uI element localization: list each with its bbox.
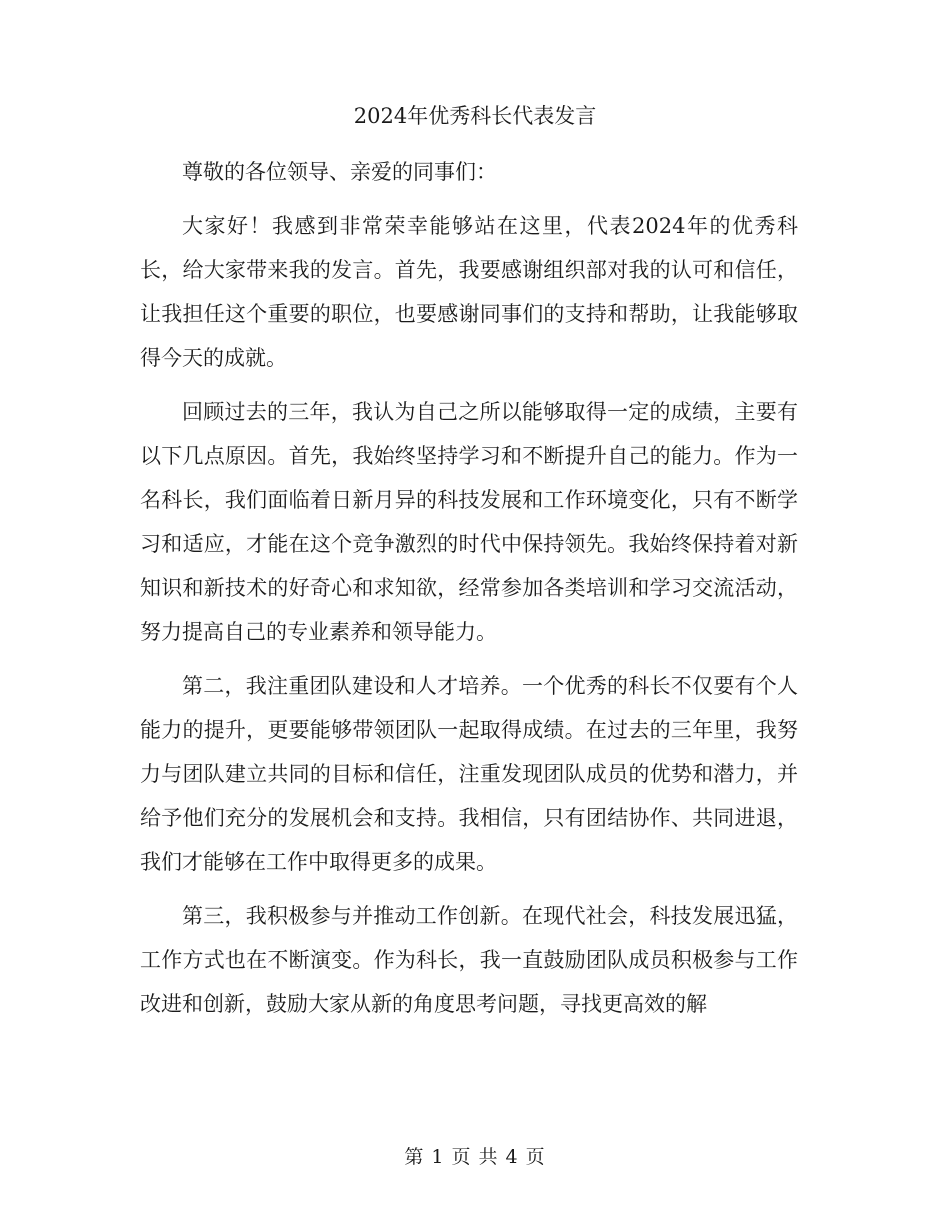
paragraph-greeting: 大家好！我感到非常荣幸能够站在这里，代表2024年的优秀科长，给大家带来我的发言。首先，我要感谢组织部对我的认可和信任，让我担任这个重要的职位，也要感谢同事们的支持和帮助，让我能够取得今天的成就。 bbox=[140, 214, 798, 370]
paragraph-second-point: 第二，我注重团队建设和人才培养。一个优秀的科长不仅要有个人能力的提升，更要能够带领团队一起取得成绩。在过去的三年里，我努力与团队建立共同的目标和信任，注重发现团队成员的优势和潜力，并给予他们充分的发展机会和支持。我相信，只有团结协作、共同进退，我们才能够在工作中取得更多的成果。 bbox=[140, 674, 798, 874]
paragraph-third-point: 第三，我积极参与并推动工作创新。在现代社会，科技发展迅猛，工作方式也在不断演变。作为科长，我一直鼓励团队成员积极参与工作改进和创新，鼓励大家从新的角度思考问题，寻找更高效的解 bbox=[140, 904, 798, 1016]
document-body bbox=[140, 150, 798, 1026]
document-title: 2024年优秀科长代表发言 bbox=[353, 104, 597, 128]
paragraph-salutation: 尊敬的各位领导、亲爱的同事们： bbox=[182, 160, 497, 184]
page-number-footer: 第 1 页 共 4 页 bbox=[404, 1146, 546, 1168]
paragraph-review: 回顾过去的三年，我认为自己之所以能够取得一定的成绩，主要有以下几点原因。首先，我始终坚持学习和不断提升自己的能力。作为一名科长，我们面临着日新月异的科技发展和工作环境变化，只有不断学习和适应，才能在这个竞争激烈的时代中保持领先。我始终保持着对新知识和新技术的好奇心和求知欲，经常参加各类培训和学习交流活动，努力提高自己的专业素养和领导能力。 bbox=[140, 400, 798, 644]
